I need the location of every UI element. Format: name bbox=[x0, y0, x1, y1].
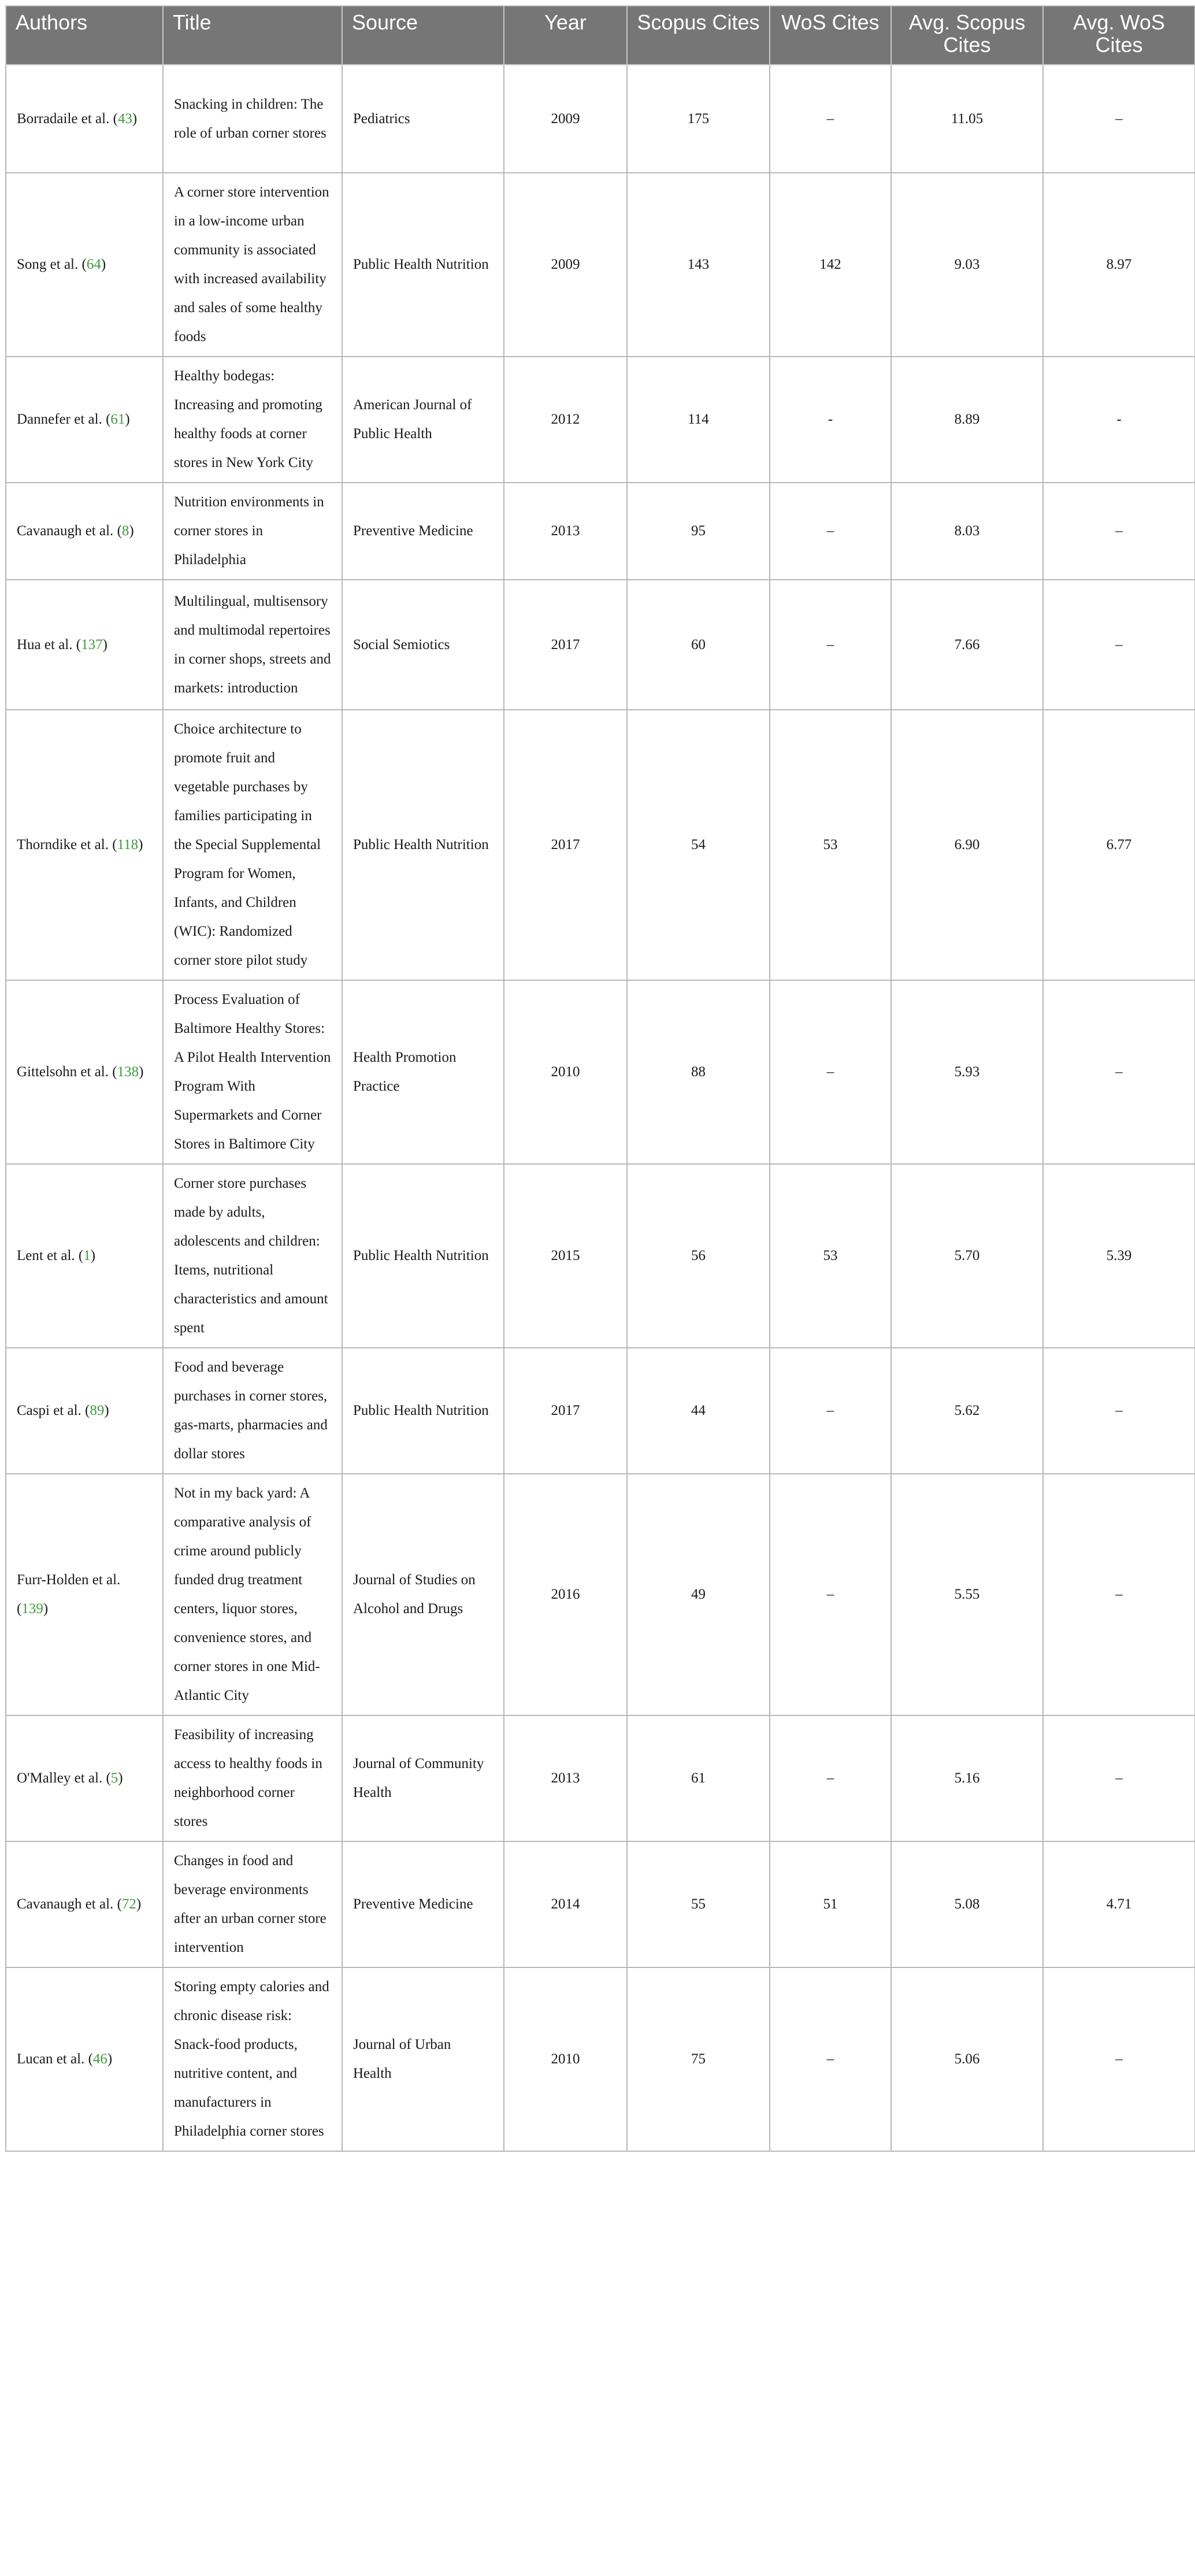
year-cell: 2013 bbox=[504, 483, 627, 580]
avg-wos-cites-cell: 6.77 bbox=[1043, 710, 1195, 980]
avg-wos-cites-cell: – bbox=[1043, 580, 1195, 710]
year-cell: 2017 bbox=[504, 710, 627, 980]
wos-cites-cell: – bbox=[770, 1348, 891, 1474]
wos-cites-cell: 142 bbox=[770, 173, 891, 357]
source-cell: American Journal of Public Health bbox=[342, 357, 504, 483]
authors-cell: Cavanaugh et al. (8) bbox=[6, 483, 163, 580]
author-name: Thorndike et al. bbox=[17, 837, 109, 853]
reference-link[interactable]: 137 bbox=[81, 636, 103, 653]
column-header-scopus-cites: Scopus Cites bbox=[627, 6, 770, 65]
authors-cell: Thorndike et al. (118) bbox=[6, 710, 163, 980]
avg-scopus-cites-cell: 5.16 bbox=[891, 1715, 1043, 1841]
table-row bbox=[6, 173, 1195, 357]
title-cell: Multilingual, multisensory and multimodal repertoires in corner shops, streets and markets: introduction bbox=[163, 580, 342, 710]
wos-cites-cell: – bbox=[770, 483, 891, 580]
wos-cites-cell: – bbox=[770, 580, 891, 710]
table-body bbox=[6, 65, 1195, 2151]
source-cell: Public Health Nutrition bbox=[342, 173, 504, 357]
table-row bbox=[6, 1164, 1195, 1348]
year-cell: 2014 bbox=[504, 1841, 627, 1967]
source-cell: Journal of Studies on Alcohol and Drugs bbox=[342, 1474, 504, 1715]
year-cell: 2017 bbox=[504, 1348, 627, 1474]
year-cell: 2017 bbox=[504, 580, 627, 710]
wos-cites-cell: 53 bbox=[770, 710, 891, 980]
table-row bbox=[6, 483, 1195, 580]
authors-cell: O'Malley et al. (5) bbox=[6, 1715, 163, 1841]
author-name: Cavanaugh et al. bbox=[17, 523, 114, 539]
title-cell: Changes in food and beverage environments after an urban corner store intervention bbox=[163, 1841, 342, 1967]
year-cell: 2013 bbox=[504, 1715, 627, 1841]
scopus-cites-cell: 114 bbox=[627, 357, 770, 483]
avg-scopus-cites-cell: 9.03 bbox=[891, 173, 1043, 357]
source-cell: Health Promotion Practice bbox=[342, 980, 504, 1164]
avg-wos-cites-cell: – bbox=[1043, 1715, 1195, 1841]
avg-scopus-cites-cell: 5.62 bbox=[891, 1348, 1043, 1474]
wos-cites-cell: – bbox=[770, 1967, 891, 2151]
scopus-cites-cell: 143 bbox=[627, 173, 770, 357]
title-cell: A corner store intervention in a low-income urban community is associated with increased availability and sales of some healthy foods bbox=[163, 173, 342, 357]
reference-link[interactable]: 64 bbox=[86, 257, 101, 272]
column-header-avg-wos-cites: Avg. WoS Cites bbox=[1043, 6, 1195, 65]
reference-link[interactable]: 1 bbox=[83, 1248, 91, 1263]
authors-cell: Song et al. (64) bbox=[6, 173, 163, 357]
author-name: Hua et al. bbox=[17, 636, 73, 653]
authors-cell: Lucan et al. (46) bbox=[6, 1967, 163, 2151]
author-name: Borradaile et al. bbox=[17, 110, 110, 127]
reference-link[interactable]: 61 bbox=[110, 412, 125, 427]
source-cell: Preventive Medicine bbox=[342, 483, 504, 580]
avg-wos-cites-cell: – bbox=[1043, 483, 1195, 580]
avg-wos-cites-cell: - bbox=[1043, 357, 1195, 483]
column-header-year: Year bbox=[504, 6, 627, 65]
avg-wos-cites-cell: – bbox=[1043, 1474, 1195, 1715]
authors-cell: Caspi et al. (89) bbox=[6, 1348, 163, 1474]
table-row bbox=[6, 1474, 1195, 1715]
author-name: Cavanaugh et al. bbox=[17, 1896, 114, 1912]
authors-cell: Lent et al. (1) bbox=[6, 1164, 163, 1348]
table-row bbox=[6, 65, 1195, 173]
table-row bbox=[6, 1967, 1195, 2151]
authors-cell: Dannefer et al. (61) bbox=[6, 357, 163, 483]
table-row bbox=[6, 1348, 1195, 1474]
year-cell: 2012 bbox=[504, 357, 627, 483]
title-cell: Corner store purchases made by adults, adolescents and children: Items, nutritional characteristics and amount spent bbox=[163, 1164, 342, 1348]
scopus-cites-cell: 54 bbox=[627, 710, 770, 980]
title-cell: Choice architecture to promote fruit and vegetable purchases by families participating in the Special Supplemental Program for Women, Infants, and Children (WIC): Randomized corner store pilot study bbox=[163, 710, 342, 980]
year-cell: 2009 bbox=[504, 65, 627, 173]
title-cell: Food and beverage purchases in corner stores, gas-marts, pharmacies and dollar stores bbox=[163, 1348, 342, 1474]
year-cell: 2015 bbox=[504, 1164, 627, 1348]
reference-link[interactable]: 139 bbox=[21, 1601, 43, 1617]
reference-link[interactable]: 89 bbox=[90, 1403, 105, 1418]
reference-link[interactable]: 8 bbox=[121, 523, 129, 539]
scopus-cites-cell: 49 bbox=[627, 1474, 770, 1715]
wos-cites-cell: – bbox=[770, 1474, 891, 1715]
scopus-cites-cell: 44 bbox=[627, 1348, 770, 1474]
authors-cell: Furr-Holden et al. (139) bbox=[6, 1474, 163, 1715]
wos-cites-cell: – bbox=[770, 65, 891, 173]
source-cell: Preventive Medicine bbox=[342, 1841, 504, 1967]
scopus-cites-cell: 55 bbox=[627, 1841, 770, 1967]
wos-cites-cell: – bbox=[770, 1715, 891, 1841]
year-cell: 2010 bbox=[504, 980, 627, 1164]
title-cell: Nutrition environments in corner stores in Philadelphia bbox=[163, 483, 342, 580]
reference-link[interactable]: 138 bbox=[117, 1064, 139, 1080]
avg-wos-cites-cell: – bbox=[1043, 1348, 1195, 1474]
title-cell: Process Evaluation of Baltimore Healthy Stores: A Pilot Health Intervention Program With Supermarkets and Corner Stores in Baltimore City bbox=[163, 980, 342, 1164]
author-name: Gittelsohn et al. bbox=[17, 1064, 109, 1080]
column-header-source: Source bbox=[342, 6, 504, 65]
avg-scopus-cites-cell: 5.08 bbox=[891, 1841, 1043, 1967]
citations-table bbox=[5, 5, 1195, 2152]
title-cell: Not in my back yard: A comparative analysis of crime around publicly funded drug treatment centers, liquor stores, convenience stores, and corner stores in one Mid-Atlantic City bbox=[163, 1474, 342, 1715]
column-header-wos-cites: WoS Cites bbox=[770, 6, 891, 65]
author-name: Song et al. bbox=[17, 257, 79, 272]
authors-cell: Hua et al. (137) bbox=[6, 580, 163, 710]
avg-scopus-cites-cell: 5.55 bbox=[891, 1474, 1043, 1715]
title-cell: Snacking in children: The role of urban corner stores bbox=[163, 65, 342, 173]
column-header-title: Title bbox=[163, 6, 342, 65]
source-cell: Public Health Nutrition bbox=[342, 1348, 504, 1474]
table-row bbox=[6, 1715, 1195, 1841]
scopus-cites-cell: 95 bbox=[627, 483, 770, 580]
avg-wos-cites-cell: – bbox=[1043, 1967, 1195, 2151]
author-name: O'Malley et al. bbox=[17, 1770, 103, 1786]
avg-scopus-cites-cell: 5.93 bbox=[891, 980, 1043, 1164]
avg-wos-cites-cell: 5.39 bbox=[1043, 1164, 1195, 1348]
column-header-avg-scopus-cites: Avg. Scopus Cites bbox=[891, 6, 1043, 65]
source-cell: Social Semiotics bbox=[342, 580, 504, 710]
avg-scopus-cites-cell: 8.89 bbox=[891, 357, 1043, 483]
avg-scopus-cites-cell: 6.90 bbox=[891, 710, 1043, 980]
author-name: Caspi et al. bbox=[17, 1403, 81, 1418]
year-cell: 2010 bbox=[504, 1967, 627, 2151]
author-name: Dannefer et al. bbox=[17, 412, 102, 427]
wos-cites-cell: 51 bbox=[770, 1841, 891, 1967]
title-cell: Healthy bodegas: Increasing and promoting healthy foods at corner stores in New York City bbox=[163, 357, 342, 483]
avg-wos-cites-cell: 4.71 bbox=[1043, 1841, 1195, 1967]
authors-cell: Cavanaugh et al. (72) bbox=[6, 1841, 163, 1967]
scopus-cites-cell: 60 bbox=[627, 580, 770, 710]
reference-link[interactable]: 46 bbox=[92, 2051, 107, 2067]
table-row bbox=[6, 710, 1195, 980]
author-name: Furr-Holden et al. bbox=[17, 1572, 121, 1588]
reference-link[interactable]: 43 bbox=[117, 110, 132, 127]
wos-cites-cell: - bbox=[770, 357, 891, 483]
title-cell: Feasibility of increasing access to healthy foods in neighborhood corner stores bbox=[163, 1715, 342, 1841]
source-cell: Journal of Community Health bbox=[342, 1715, 504, 1841]
column-header-authors: Authors bbox=[6, 6, 163, 65]
avg-scopus-cites-cell: 5.70 bbox=[891, 1164, 1043, 1348]
authors-cell: Gittelsohn et al. (138) bbox=[6, 980, 163, 1164]
year-cell: 2016 bbox=[504, 1474, 627, 1715]
avg-scopus-cites-cell: 8.03 bbox=[891, 483, 1043, 580]
reference-link[interactable]: 5 bbox=[110, 1770, 118, 1786]
source-cell: Public Health Nutrition bbox=[342, 710, 504, 980]
source-cell: Public Health Nutrition bbox=[342, 1164, 504, 1348]
authors-cell: Borradaile et al. (43) bbox=[6, 65, 163, 173]
table-row bbox=[6, 580, 1195, 710]
avg-wos-cites-cell: – bbox=[1043, 65, 1195, 173]
avg-scopus-cites-cell: 5.06 bbox=[891, 1967, 1043, 2151]
source-cell: Pediatrics bbox=[342, 65, 504, 173]
table-row bbox=[6, 980, 1195, 1164]
avg-scopus-cites-cell: 7.66 bbox=[891, 580, 1043, 710]
avg-wos-cites-cell: 8.97 bbox=[1043, 173, 1195, 357]
wos-cites-cell: – bbox=[770, 980, 891, 1164]
reference-link[interactable]: 72 bbox=[121, 1896, 136, 1912]
title-cell: Storing empty calories and chronic disease risk: Snack-food products, nutritive content, and manufacturers in Philadelphia corner stores bbox=[163, 1967, 342, 2151]
avg-wos-cites-cell: – bbox=[1043, 980, 1195, 1164]
avg-scopus-cites-cell: 11.05 bbox=[891, 65, 1043, 173]
table-header-row bbox=[6, 6, 1195, 65]
source-cell: Journal of Urban Health bbox=[342, 1967, 504, 2151]
author-name: Lent et al. bbox=[17, 1248, 75, 1263]
author-name: Lucan et al. bbox=[17, 2051, 85, 2067]
table-row bbox=[6, 357, 1195, 483]
scopus-cites-cell: 88 bbox=[627, 980, 770, 1164]
year-cell: 2009 bbox=[504, 173, 627, 357]
reference-link[interactable]: 118 bbox=[117, 837, 139, 853]
scopus-cites-cell: 175 bbox=[627, 65, 770, 173]
table-row bbox=[6, 1841, 1195, 1967]
scopus-cites-cell: 75 bbox=[627, 1967, 770, 2151]
wos-cites-cell: 53 bbox=[770, 1164, 891, 1348]
scopus-cites-cell: 56 bbox=[627, 1164, 770, 1348]
scopus-cites-cell: 61 bbox=[627, 1715, 770, 1841]
